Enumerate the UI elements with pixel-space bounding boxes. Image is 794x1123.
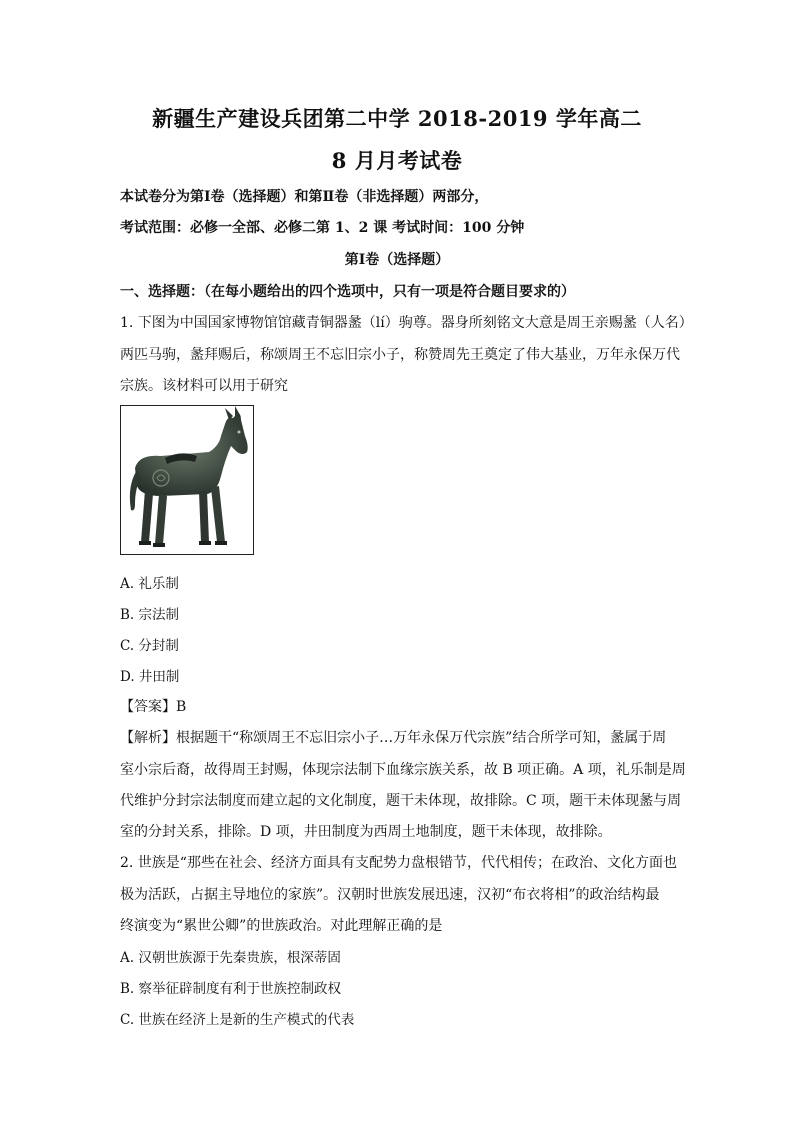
q1-option-d: D. 井田制 xyxy=(120,669,180,685)
q1-option-c: C. 分封制 xyxy=(120,638,179,654)
q2-option-a: A. 汉朝世族源于先秦贵族，根深蒂固 xyxy=(120,950,341,966)
exam-title-line2: 8 月月考试卷 xyxy=(331,148,463,173)
bronze-horse-icon xyxy=(121,406,253,554)
q1-answer: 【答案】B xyxy=(120,699,187,715)
q1-analysis-line: 【解析】根据题干“称颂周王不忘旧宗小子…万年永保万代宗族”结合所学可知，盠属于周 xyxy=(120,730,667,746)
q2-stem-line: 2. 世族是“那些在社会、经济方面具有支配势力盘根错节，代代相传；在政治、文化方面也 xyxy=(120,855,677,871)
q1-stem-line: 1. 下图为中国国家博物馆馆藏青铜器盠（lí）驹尊。器身所刻铭文大意是周王亲赐盠（人名） xyxy=(120,315,693,331)
part-title: 第Ⅰ卷（选择题） xyxy=(344,252,450,268)
exam-title-line1: 新疆生产建设兵团第二中学 2018-2019 学年高二 xyxy=(152,106,642,131)
q2-stem-line: 极为活跃，占据主导地位的家族”。汉朝时世族发展迅速，汉初“布衣将相”的政治结构最 xyxy=(120,887,660,903)
q2-option-b: B. 察举征辟制度有利于世族控制政权 xyxy=(120,981,342,997)
section-heading: 一、选择题：（在每小题给出的四个选项中，只有一项是符合题目要求的） xyxy=(120,284,575,300)
q1-option-b: B. 宗法制 xyxy=(120,607,180,623)
q1-analysis-line: 代维护分封宗法制度而建立起的文化制度，题干未体现，故排除。C 项，题干未体现盠与周 xyxy=(120,793,682,809)
q2-stem-line: 终演变为“累世公卿”的世族政治。对此理解正确的是 xyxy=(120,918,443,934)
q1-option-a: A. 礼乐制 xyxy=(120,576,179,592)
intro-line1: 本试卷分为第Ⅰ卷（选择题）和第Ⅱ卷（非选择题）两部分， xyxy=(120,189,489,205)
intro-line2: 考试范围：必修一全部、必修二第 1、2 课 考试时间：100 分钟 xyxy=(120,220,525,236)
bronze-horse-image xyxy=(120,405,254,555)
q1-stem-line: 宗族。该材料可以用于研究 xyxy=(120,378,288,394)
q2-option-c: C. 世族在经济上是新的生产模式的代表 xyxy=(120,1012,355,1028)
q1-analysis-line: 室的分封关系，排除。D 项，井田制度为西周土地制度，题干未体现，故排除。 xyxy=(120,824,612,840)
q1-stem-line: 两匹马驹，盠拜赐后，称颂周王不忘旧宗小子，称赞周先王奠定了伟大基业，万年永保万代 xyxy=(120,347,680,363)
q1-analysis-line: 室小宗后裔，故得周王封赐，体现宗法制下血缘宗族关系，故 B 项正确。A 项，礼乐制是周 xyxy=(120,762,686,778)
